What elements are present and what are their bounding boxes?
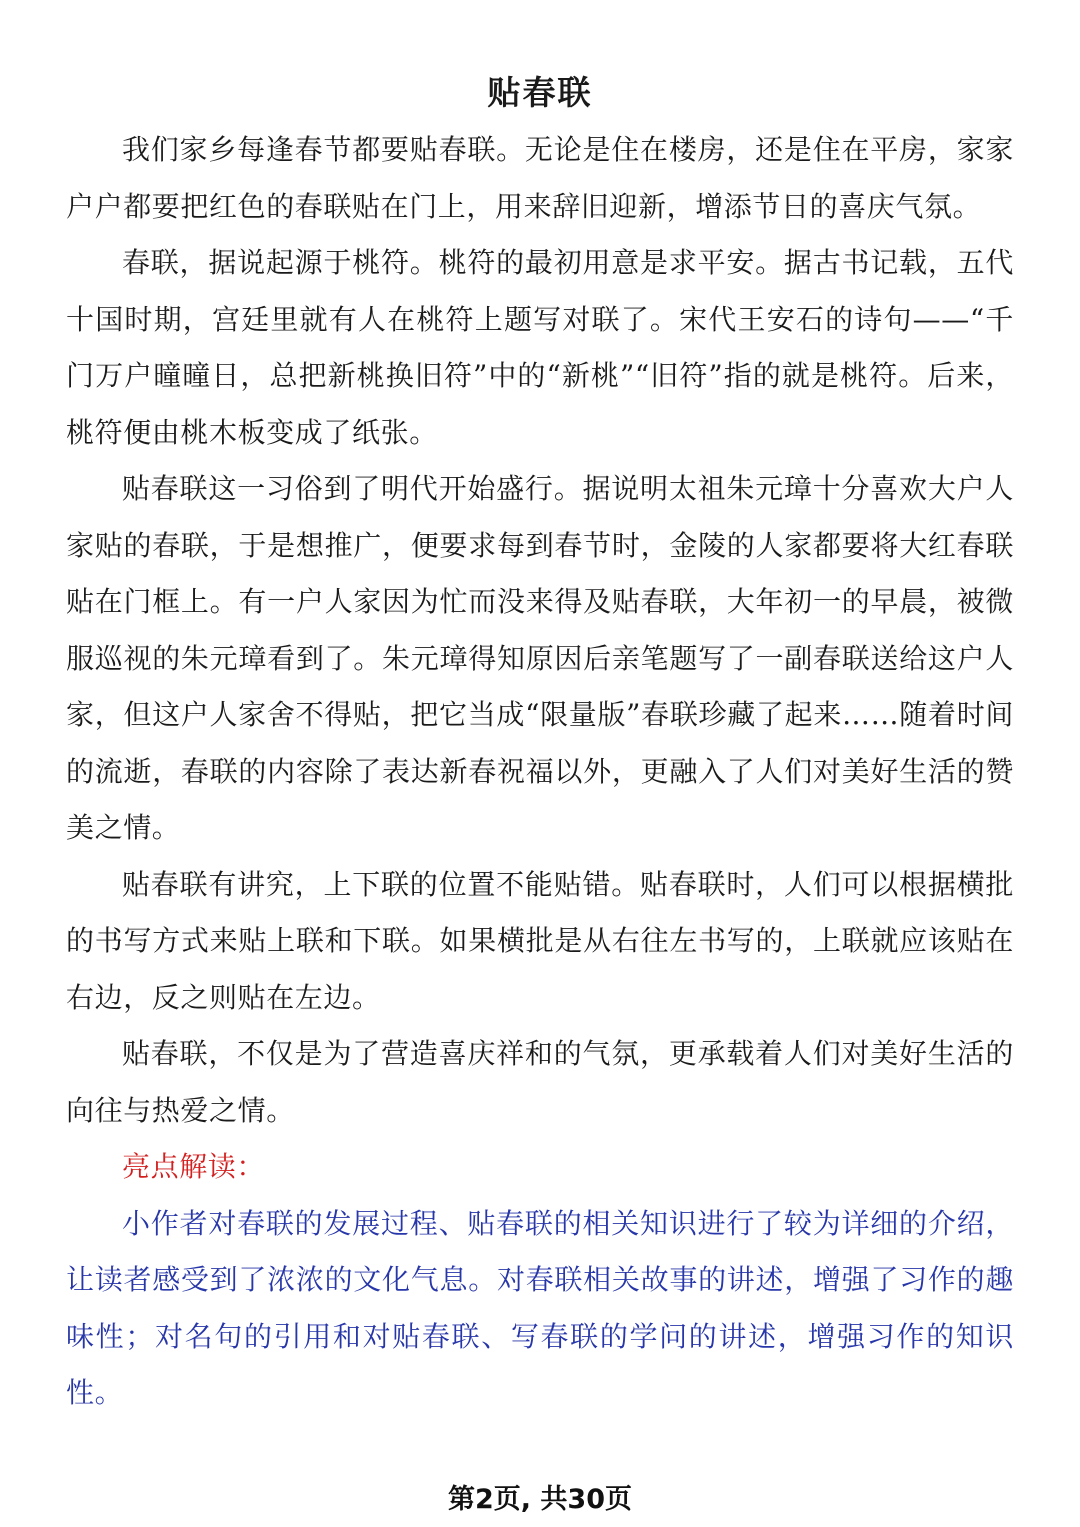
- paragraph-4: 贴春联有讲究，上下联的位置不能贴错。贴春联时，人们可以根据横批的书写方式来贴上联和下联。如果横批是从右往左书写的，上联就应该贴在右边，反之则贴在左边。: [66, 867, 1014, 1014]
- essay-body: [66, 122, 1014, 1422]
- page-number: 第2页, 共30页: [447, 1484, 633, 1515]
- document-title: 贴春联: [487, 73, 593, 112]
- highlight-heading: 亮点解读：: [122, 1150, 266, 1183]
- paragraph-1: 我们家乡每逢春节都要贴春联。无论是住在楼房，还是住在平房，家家户户都要把红色的春联贴在门上，用来辞旧迎新，增添节日的喜庆气氛。: [66, 133, 1014, 223]
- highlight-commentary: 小作者对春联的发展过程、贴春联的相关知识进行了较为详细的介绍，让读者感受到了浓浓的文化气息。对春联相关故事的讲述，增强了习作的趣味性；对名句的引用和对贴春联、写春联的学问的讲述，增强习作的知识性。: [66, 1206, 1014, 1409]
- paragraph-5: 贴春联，不仅是为了营造喜庆祥和的气氛，更承载着人们对美好生活的向往与热爱之情。: [66, 1037, 1014, 1127]
- paragraph-2: 春联，据说起源于桃符。桃符的最初用意是求平安。据古书记载，五代十国时期，宫廷里就有人在桃符上题写对联了。宋代王安石的诗句——“千门万户曈曈日，总把新桃换旧符”中的“新桃”“旧符”指的就是桃符。后来，桃符便由桃木板变成了纸张。: [66, 246, 1014, 449]
- paragraph-3: 贴春联这一习俗到了明代开始盛行。据说明太祖朱元璋十分喜欢大户人家贴的春联，于是想推广，便要求每到春节时，金陵的人家都要将大红春联贴在门框上。有一户人家因为忙而没来得及贴春联，大年初一的早晨，被微服巡视的朱元璋看到了。朱元璋得知原因后亲笔题写了一副春联送给这户人家，但这户人家舍不得贴，把它当成“限量版”春联珍藏了起来……随着时间的流逝，春联的内容除了表达新春祝福以外，更融入了人们对美好生活的赞美之情。: [66, 472, 1014, 844]
